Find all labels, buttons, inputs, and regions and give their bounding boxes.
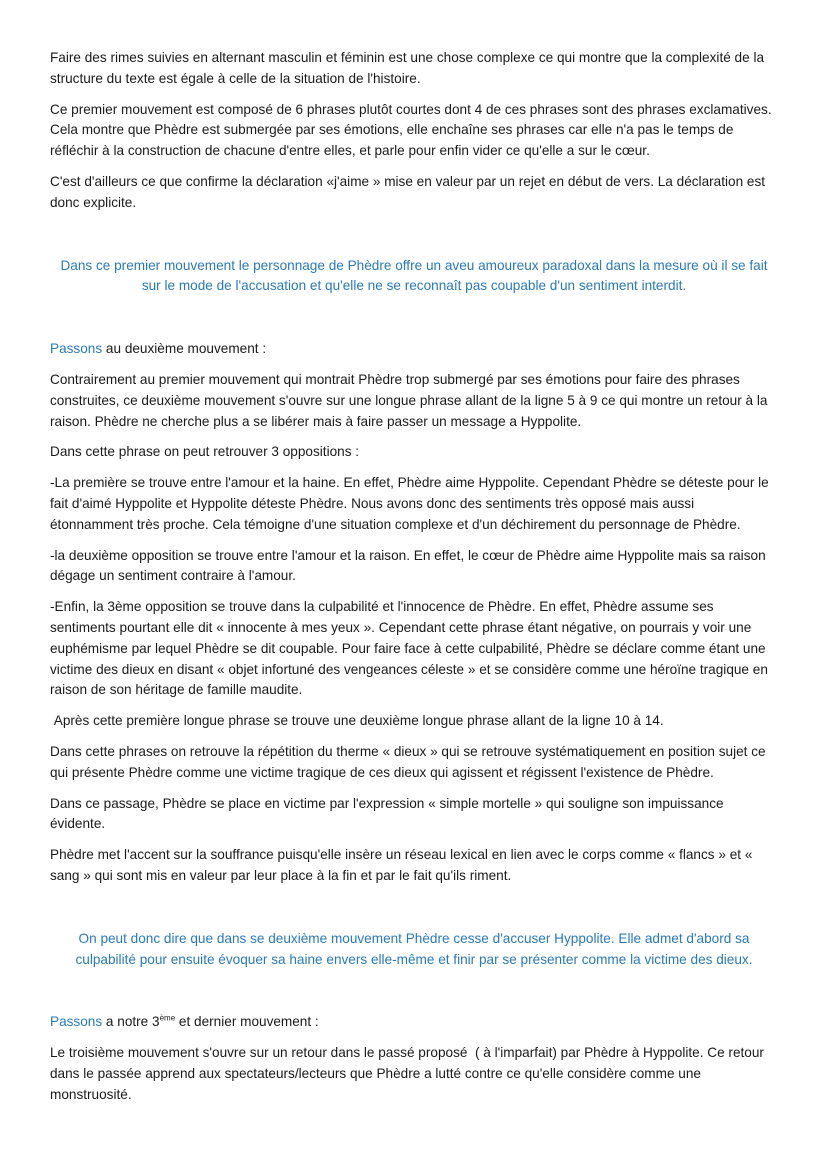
heading-third-text: a notre 3 <box>102 1014 160 1030</box>
paragraph-simple-mortelle: Dans ce passage, Phèdre se place en victime par l'expression « simple mortelle » qui souligne son impuissance évidente. <box>50 795 724 832</box>
paragraph-suffering: Phèdre met l'accent sur la souffrance puisqu'elle insère un réseau lexical en lien avec le corps comme « flancs » et « sang » qui sont mis en valeur par leur place à la fin et par le fait qu'ils riment. <box>50 847 753 883</box>
paragraph-gods-repetition: Dans cette phrases on retrouve la répétition du therme « dieux » qui se retrouve systématiquement en position sujet ce qui présente Phèdre comme une victime tragique de ces dieux qui agissent et régissent l'existence de Phèdre. <box>50 743 766 780</box>
heading-second-movement <box>50 339 778 360</box>
heading-second-text: au deuxième mouvement : <box>102 341 267 357</box>
paragraph-opposition-three: -Enfin, la 3ème opposition se trouve dans la culpabilité et l'innocence de Phèdre. En effet, Phèdre assume ses sentiments pourtant elle dit « innocente à mes yeux ». Cependant cette phrase étant négative, on pourrais y voir une euphémisme par lequel Phèdre se dit coupable. Pour faire face à cette culpabilité, Phèdre se déclare comme étant une victime des dieux en disant « objet infortuné des vengeances céleste » et se considère comme une héroïne tragique en raison de son héritage de famille maudite. <box>50 599 768 698</box>
paragraph-rhymes: Faire des rimes suivies en alternant masculin et féminin est une chose complexe ce qui montre que la complexité de la structure du texte est égale à celle de la situation de l'histoire. <box>50 50 765 86</box>
summary-second-movement: On peut donc dire que dans se deuxième mouvement Phèdre cesse d'accuser Hyppolite. Elle admet d'abord sa culpabilité pour ensuite évoquer sa haine envers elle-même et finir par se présenter comme la victime des dieux. <box>75 930 753 967</box>
paragraph-oppositions-intro: Dans cette phrase on peut retrouver 3 oppositions : <box>50 444 360 460</box>
heading-third-accent: Passons <box>50 1014 103 1030</box>
heading-third-superscript: ème <box>159 1013 176 1023</box>
summary-first-movement: Dans ce premier mouvement le personnage de Phèdre offre un aveu amoureux paradoxal dans la mesure où il se fait sur le mode de l'accusation et qu'elle ne se reconnaît pas coupable d'un sentiment interdit. <box>60 257 768 294</box>
paragraph-second-movement-intro: Contrairement au premier mouvement qui montrait Phèdre trop submergé par ses émotions pour faire des phrases construites, ce deuxième mouvement s'ouvre sur une longue phrase allant de la ligne 5 à 9 ce qui montre un retour à la raison. Phèdre ne cherche plus a se libérer mais à faire passer un message a Hyppolite. <box>50 371 768 429</box>
heading-third-movement <box>50 1012 778 1033</box>
paragraph-opposition-one: -La première se trouve entre l'amour et la haine. En effet, Phèdre aime Hyppolite. Cependant Phèdre se déteste pour le fait d'aimé Hyppolite et Hyppolite déteste Phèdre. Nous avons donc des sentiments très opposé mais aussi étonnamment très proche. Cela témoigne d'une situation complexe et d'un déchirement du personnage de Phèdre. <box>50 475 769 532</box>
paragraph-second-long-sentence: Après cette première longue phrase se trouve une deuxième longue phrase allant de la ligne 10 à 14. <box>50 713 664 729</box>
paragraph-opposition-two: -la deuxième opposition se trouve entre l'amour et la raison. En effet, le cœur de Phèdre aime Hyppolite mais sa raison dégage un sentiment contraire à l'amour. <box>50 547 766 584</box>
heading-third-text-end: et dernier mouvement : <box>175 1014 319 1030</box>
paragraph-first-movement-sentences: Ce premier mouvement est composé de 6 phrases plutôt courtes dont 4 de ces phrases sont des phrases exclamatives. Cela montre que Phèdre est submergée par ses émotions, elle enchaîne ses phrases car elle n'a pas le temps de réfléchir à la construction de chacune d'entre elles, et parle pour enfin vider ce qu'elle a sur le cœur. <box>50 101 772 159</box>
heading-second-accent: Passons <box>50 341 103 357</box>
paragraph-declaration: C'est d'ailleurs ce que confirme la déclaration «j'aime » mise en valeur par un rejet en début de vers. La déclaration est donc explicite. <box>50 173 766 210</box>
paragraph-third-movement-intro: Le troisième mouvement s'ouvre sur un retour dans le passé proposé ( à l'imparfait) par Phèdre à Hyppolite. Ce retour dans le passée apprend aux spectateurs/lecteurs que Phèdre a lutté contre ce qu'elle considère comme une monstruosité. <box>50 1045 768 1102</box>
